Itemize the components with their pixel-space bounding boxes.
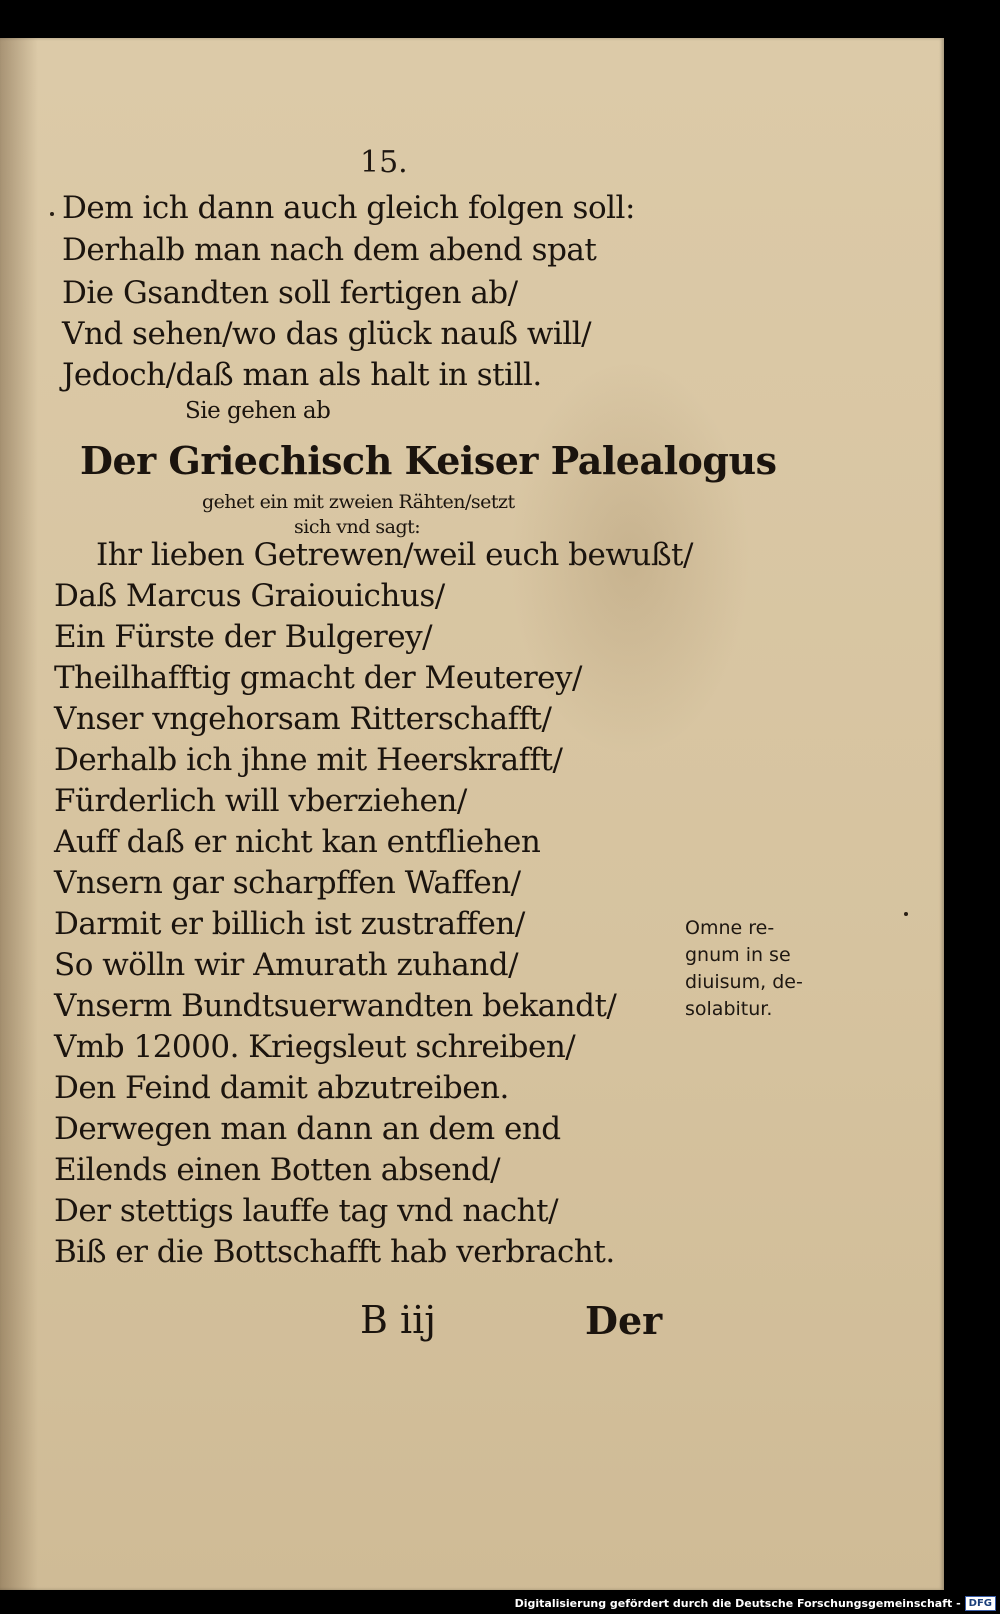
verse-line: Daß Marcus Graiouichus/	[54, 578, 445, 614]
marginal-note-line: diuisum, de-	[685, 971, 803, 993]
verse-line: Derhalb man nach dem abend spat	[62, 232, 597, 268]
ink-speck	[50, 212, 54, 216]
verse-line: Der stettigs lauffe tag vnd nacht/	[54, 1193, 559, 1229]
marginal-note	[685, 915, 855, 1023]
stage-direction-line: sich vnd sagt:	[294, 516, 421, 538]
verse-line: Ein Fürste der Bulgerey/	[54, 619, 433, 655]
verse-line: Eilends einen Botten absend/	[54, 1152, 501, 1188]
verse-line: So wölln wir Amurath zuhand/	[54, 947, 519, 983]
verse-line: Vnd sehen/wo das glück nauß will/	[62, 316, 592, 352]
signature-mark: B iij	[360, 1298, 437, 1342]
marginal-note-line: gnum in se	[685, 944, 791, 966]
verse-line: Ihr lieben Getrewen/weil euch bewußt/	[96, 537, 693, 573]
verse-line: Darmit er billich ist zustraffen/	[54, 906, 525, 942]
verse-line: Den Feind damit abzutreiben.	[54, 1070, 509, 1106]
ink-speck	[904, 912, 908, 916]
verse-line: Auff daß er nicht kan entfliehen	[54, 824, 541, 860]
exit-direction: Sie gehen ab	[185, 398, 331, 424]
verse-line: Biß er die Bottschafft hab verbracht.	[54, 1234, 615, 1270]
verse-line: Theilhafftig gmacht der Meuterey/	[54, 660, 582, 696]
stage-direction-line: gehet ein mit zweien Rähten/setzt	[202, 491, 515, 513]
verse-line: Fürderlich will vberziehen/	[54, 783, 467, 819]
page-number: 15.	[360, 145, 408, 180]
verse-line: Jedoch/daß man als halt in still.	[62, 357, 542, 393]
verse-line: Vnserm Bundtsuerwandten bekandt/	[54, 988, 617, 1024]
verse-line: Derwegen man dann an dem end	[54, 1111, 561, 1147]
verse-line: Dem ich dann auch gleich folgen soll:	[62, 190, 635, 226]
marginal-note-line: solabitur.	[685, 998, 773, 1020]
verse-line: Derhalb ich jhne mit Heerskrafft/	[54, 742, 563, 778]
catchword: Der	[585, 1298, 663, 1343]
digitization-footer	[515, 1594, 996, 1612]
verse-line: Vnsern gar scharpffen Waffen/	[54, 865, 521, 901]
verse-line: Die Gsandten soll fertigen ab/	[62, 275, 518, 311]
footer-text: Digitalisierung gefördert durch die Deutsche Forschungsgemeinschaft -	[514, 1596, 961, 1610]
speaker-heading: Der Griechisch Keiser Palealogus	[80, 438, 777, 483]
marginal-note-line: Omne re-	[685, 917, 775, 939]
dfg-logo: DFG	[965, 1596, 996, 1611]
verse-line: Vnser vngehorsam Ritterschafft/	[54, 701, 552, 737]
verse-line: Vmb 12000. Kriegsleut schreiben/	[54, 1029, 576, 1065]
